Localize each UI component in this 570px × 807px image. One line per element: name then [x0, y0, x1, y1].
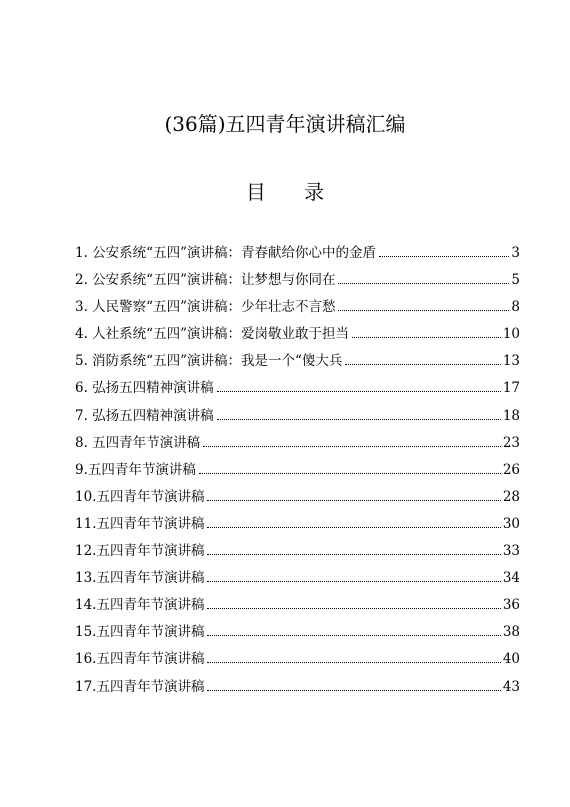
toc-entry-label: 3. 人民警察“五四”演讲稿：少年壮志不言愁	[75, 299, 336, 316]
toc-leader-dots	[338, 310, 509, 311]
toc-leader-dots	[207, 500, 500, 501]
toc-leader-dots	[203, 446, 501, 447]
toc-entry-1[interactable]	[75, 241, 520, 268]
toc-entry-label: 6. 弘扬五四精神演讲稿	[75, 380, 214, 397]
toc-entry-label: 11.五四青年节演讲稿	[75, 515, 205, 532]
toc-leader-dots	[199, 473, 501, 474]
toc-page-number: 30	[502, 515, 520, 532]
toc-entry-17[interactable]	[75, 675, 520, 702]
toc-page-number: 10	[502, 326, 520, 343]
toc-entry-label: 16.五四青年节演讲稿	[75, 651, 205, 668]
toc-leader-dots	[338, 283, 509, 284]
toc-page-number: 36	[502, 597, 520, 614]
toc-entry-label: 5. 消防系统“五四”演讲稿：我是一个“傻大兵	[75, 353, 343, 370]
toc-entry-2[interactable]	[75, 268, 520, 295]
toc-entry-4[interactable]	[75, 322, 520, 349]
toc-leader-dots	[207, 635, 500, 636]
toc-leader-dots	[207, 662, 500, 663]
toc-page-number: 17	[502, 380, 520, 397]
toc-page-number: 43	[502, 678, 520, 695]
toc-page-number: 33	[502, 543, 520, 560]
toc-entry-label: 9.五四青年节演讲稿	[75, 461, 196, 478]
toc-leader-dots	[352, 337, 501, 338]
toc-entry-14[interactable]	[75, 593, 520, 620]
toc-leader-dots	[217, 391, 501, 392]
toc-entry-label: 2. 公安系统“五四”演讲稿：让梦想与你同在	[75, 272, 336, 289]
toc-leader-dots	[379, 256, 509, 257]
toc-leader-dots	[207, 608, 500, 609]
toc-entry-label: 17.五四青年节演讲稿	[75, 678, 205, 695]
toc-page-number: 23	[502, 434, 520, 451]
toc-entry-label: 8. 五四青年节演讲稿	[75, 434, 201, 451]
toc-page-number: 3	[511, 245, 520, 261]
toc-page-number: 18	[502, 407, 520, 424]
toc-entry-12[interactable]	[75, 539, 520, 566]
toc-entry-label: 10.五四青年节演讲稿	[75, 488, 205, 505]
toc-page-number: 8	[511, 299, 520, 316]
toc-page-number: 28	[502, 488, 520, 505]
toc-entry-11[interactable]	[75, 512, 520, 539]
document-title: (36篇)五四青年演讲稿汇编	[164, 112, 406, 136]
toc-entry-16[interactable]	[75, 647, 520, 674]
toc-entry-8[interactable]	[75, 431, 520, 458]
toc-entry-label: 1. 公安系统“五四”演讲稿：青春献给你心中的金盾	[75, 245, 376, 261]
toc-entry-9[interactable]	[75, 458, 520, 485]
toc-entry-6[interactable]	[75, 376, 520, 403]
toc-entry-label: 4. 人社系统“五四”演讲稿：爱岗敬业敢于担当	[75, 326, 349, 343]
toc-entry-10[interactable]	[75, 485, 520, 512]
toc-entry-label: 14.五四青年节演讲稿	[75, 597, 205, 614]
toc-entry-label: 12.五四青年节演讲稿	[75, 543, 205, 560]
toc-entry-3[interactable]	[75, 295, 520, 322]
toc-entry-13[interactable]	[75, 566, 520, 593]
toc-leader-dots	[207, 527, 500, 528]
toc-leader-dots	[345, 364, 500, 365]
toc-heading: 目 录	[245, 180, 341, 204]
toc-page-number: 38	[502, 624, 520, 641]
toc-page-number: 26	[502, 461, 520, 478]
toc-entry-label: 13.五四青年节演讲稿	[75, 570, 205, 587]
toc-leader-dots	[207, 690, 500, 691]
toc-entry-label: 15.五四青年节演讲稿	[75, 624, 205, 641]
toc-leader-dots	[207, 554, 500, 555]
toc-page-number: 40	[502, 651, 520, 668]
toc-page-number: 13	[502, 353, 520, 370]
toc-entry-label: 7. 弘扬五四精神演讲稿	[75, 407, 214, 424]
toc-entry-7[interactable]	[75, 404, 520, 431]
toc-leader-dots	[217, 419, 501, 420]
toc-entry-5[interactable]	[75, 349, 520, 376]
table-of-contents	[75, 241, 520, 702]
toc-entry-15[interactable]	[75, 620, 520, 647]
toc-page-number: 34	[502, 570, 520, 587]
toc-page-number: 5	[511, 272, 520, 289]
toc-leader-dots	[207, 581, 500, 582]
